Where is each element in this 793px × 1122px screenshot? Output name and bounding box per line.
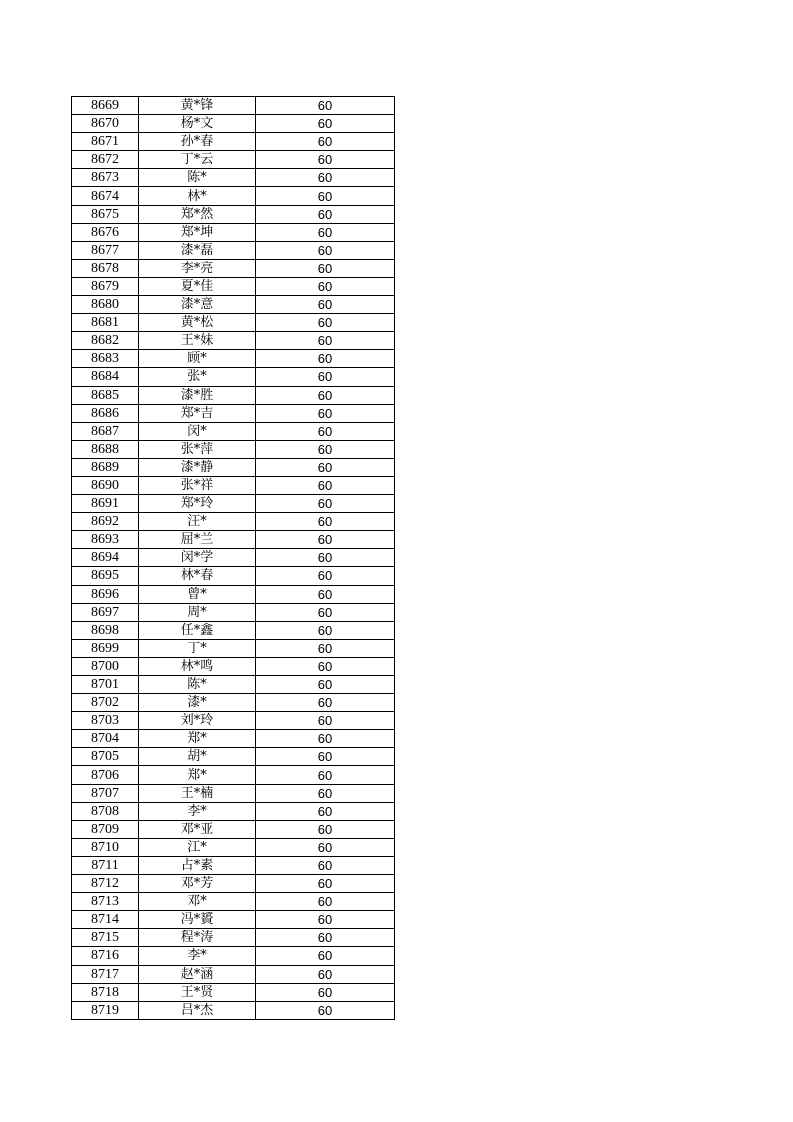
row-number-cell: 8703 [72,712,139,730]
table-row [72,314,395,332]
row-number-cell: 8716 [72,947,139,965]
name-cell: 曾* [139,585,256,603]
name-cell: 林*鸣 [139,657,256,675]
row-number-cell: 8687 [72,422,139,440]
table-row [72,875,395,893]
name-cell: 杨*文 [139,115,256,133]
table-row [72,712,395,730]
table-row [72,947,395,965]
score-cell: 60 [256,911,395,929]
score-cell: 60 [256,169,395,187]
row-number-cell: 8712 [72,875,139,893]
row-number-cell: 8670 [72,115,139,133]
score-cell: 60 [256,856,395,874]
name-cell: 陈* [139,169,256,187]
score-cell: 60 [256,694,395,712]
row-number-cell: 8673 [72,169,139,187]
score-cell: 60 [256,965,395,983]
row-number-cell: 8671 [72,133,139,151]
row-number-cell: 8719 [72,1001,139,1019]
score-cell: 60 [256,97,395,115]
score-table-body [72,97,395,1020]
table-row [72,458,395,476]
score-cell: 60 [256,893,395,911]
table-row [72,296,395,314]
name-cell: 刘*玲 [139,712,256,730]
score-cell: 60 [256,277,395,295]
score-cell: 60 [256,1001,395,1019]
name-cell: 屈*兰 [139,531,256,549]
score-cell: 60 [256,368,395,386]
score-cell: 60 [256,983,395,1001]
table-row [72,277,395,295]
name-cell: 郑*然 [139,205,256,223]
score-cell: 60 [256,549,395,567]
name-cell: 漆* [139,694,256,712]
row-number-cell: 8672 [72,151,139,169]
row-number-cell: 8704 [72,730,139,748]
score-cell: 60 [256,259,395,277]
row-number-cell: 8694 [72,549,139,567]
name-cell: 占*素 [139,856,256,874]
name-cell: 林*春 [139,567,256,585]
table-row [72,422,395,440]
name-cell: 郑* [139,730,256,748]
table-row [72,585,395,603]
row-number-cell: 8709 [72,820,139,838]
table-row [72,223,395,241]
table-row [72,856,395,874]
name-cell: 王*妹 [139,332,256,350]
table-row [72,115,395,133]
table-row [72,820,395,838]
score-cell: 60 [256,314,395,332]
table-row [72,97,395,115]
score-cell: 60 [256,133,395,151]
name-cell: 邓*亚 [139,820,256,838]
name-cell: 张*萍 [139,440,256,458]
name-cell: 黄*锋 [139,97,256,115]
row-number-cell: 8697 [72,603,139,621]
name-cell: 闵* [139,422,256,440]
table-row [72,549,395,567]
name-cell: 丁* [139,639,256,657]
score-cell: 60 [256,567,395,585]
score-cell: 60 [256,639,395,657]
table-row [72,404,395,422]
name-cell: 张* [139,368,256,386]
row-number-cell: 8715 [72,929,139,947]
table-row [72,838,395,856]
name-cell: 顾* [139,350,256,368]
table-row [72,531,395,549]
name-cell: 孙*春 [139,133,256,151]
score-cell: 60 [256,766,395,784]
name-cell: 赵*涵 [139,965,256,983]
row-number-cell: 8683 [72,350,139,368]
name-cell: 郑*玲 [139,495,256,513]
name-cell: 王*贤 [139,983,256,1001]
row-number-cell: 8678 [72,259,139,277]
score-cell: 60 [256,676,395,694]
table-row [72,205,395,223]
name-cell: 漆*静 [139,458,256,476]
table-row [72,748,395,766]
table-row [72,259,395,277]
row-number-cell: 8698 [72,621,139,639]
table-row [72,784,395,802]
row-number-cell: 8696 [72,585,139,603]
table-row [72,368,395,386]
table-row [72,241,395,259]
row-number-cell: 8685 [72,386,139,404]
row-number-cell: 8714 [72,911,139,929]
score-cell: 60 [256,187,395,205]
score-cell: 60 [256,657,395,675]
name-cell: 冯*贇 [139,911,256,929]
row-number-cell: 8676 [72,223,139,241]
row-number-cell: 8680 [72,296,139,314]
table-row [72,1001,395,1019]
table-row [72,766,395,784]
row-number-cell: 8669 [72,97,139,115]
score-cell: 60 [256,404,395,422]
row-number-cell: 8681 [72,314,139,332]
row-number-cell: 8684 [72,368,139,386]
table-row [72,676,395,694]
table-row [72,187,395,205]
row-number-cell: 8686 [72,404,139,422]
name-cell: 周* [139,603,256,621]
table-row [72,603,395,621]
score-cell: 60 [256,712,395,730]
row-number-cell: 8682 [72,332,139,350]
name-cell: 邓* [139,893,256,911]
table-row [72,983,395,1001]
score-cell: 60 [256,458,395,476]
score-cell: 60 [256,350,395,368]
name-cell: 程*涛 [139,929,256,947]
row-number-cell: 8705 [72,748,139,766]
name-cell: 汪* [139,513,256,531]
score-cell: 60 [256,386,395,404]
name-cell: 吕*杰 [139,1001,256,1019]
name-cell: 郑*坤 [139,223,256,241]
row-number-cell: 8699 [72,639,139,657]
name-cell: 漆*胜 [139,386,256,404]
name-cell: 任*鑫 [139,621,256,639]
name-cell: 陈* [139,676,256,694]
table-row [72,965,395,983]
row-number-cell: 8713 [72,893,139,911]
table-row [72,169,395,187]
score-cell: 60 [256,730,395,748]
score-cell: 60 [256,151,395,169]
score-cell: 60 [256,875,395,893]
table-row [72,639,395,657]
score-cell: 60 [256,115,395,133]
score-cell: 60 [256,603,395,621]
row-number-cell: 8677 [72,241,139,259]
score-cell: 60 [256,513,395,531]
table-row [72,730,395,748]
name-cell: 王*楠 [139,784,256,802]
table-row [72,657,395,675]
name-cell: 夏*佳 [139,277,256,295]
score-cell: 60 [256,440,395,458]
row-number-cell: 8675 [72,205,139,223]
table-row [72,621,395,639]
score-cell: 60 [256,223,395,241]
score-table [71,96,395,1020]
row-number-cell: 8711 [72,856,139,874]
name-cell: 李*亮 [139,259,256,277]
row-number-cell: 8693 [72,531,139,549]
score-cell: 60 [256,947,395,965]
name-cell: 黄*松 [139,314,256,332]
table-row [72,386,395,404]
table-row [72,802,395,820]
row-number-cell: 8707 [72,784,139,802]
name-cell: 林* [139,187,256,205]
table-row [72,350,395,368]
name-cell: 李* [139,802,256,820]
row-number-cell: 8692 [72,513,139,531]
table-row [72,513,395,531]
table-row [72,495,395,513]
row-number-cell: 8695 [72,567,139,585]
table-row [72,911,395,929]
row-number-cell: 8679 [72,277,139,295]
row-number-cell: 8690 [72,476,139,494]
score-cell: 60 [256,241,395,259]
name-cell: 张*祥 [139,476,256,494]
score-cell: 60 [256,205,395,223]
score-cell: 60 [256,929,395,947]
name-cell: 漆*意 [139,296,256,314]
row-number-cell: 8708 [72,802,139,820]
row-number-cell: 8688 [72,440,139,458]
table-row [72,694,395,712]
row-number-cell: 8718 [72,983,139,1001]
name-cell: 闵*学 [139,549,256,567]
score-cell: 60 [256,820,395,838]
score-cell: 60 [256,621,395,639]
row-number-cell: 8674 [72,187,139,205]
table-row [72,440,395,458]
row-number-cell: 8702 [72,694,139,712]
score-cell: 60 [256,495,395,513]
table-row [72,476,395,494]
name-cell: 李* [139,947,256,965]
table-row [72,133,395,151]
table-row [72,332,395,350]
score-cell: 60 [256,296,395,314]
score-cell: 60 [256,476,395,494]
score-cell: 60 [256,332,395,350]
score-cell: 60 [256,784,395,802]
name-cell: 胡* [139,748,256,766]
row-number-cell: 8717 [72,965,139,983]
score-cell: 60 [256,585,395,603]
name-cell: 郑* [139,766,256,784]
name-cell: 丁*云 [139,151,256,169]
row-number-cell: 8710 [72,838,139,856]
name-cell: 漆*磊 [139,241,256,259]
row-number-cell: 8700 [72,657,139,675]
table-row [72,929,395,947]
name-cell: 郑*吉 [139,404,256,422]
score-cell: 60 [256,838,395,856]
table-row [72,151,395,169]
row-number-cell: 8691 [72,495,139,513]
score-cell: 60 [256,422,395,440]
row-number-cell: 8701 [72,676,139,694]
name-cell: 邓*芳 [139,875,256,893]
table-row [72,567,395,585]
table-row [72,893,395,911]
score-cell: 60 [256,748,395,766]
name-cell: 江* [139,838,256,856]
score-cell: 60 [256,531,395,549]
row-number-cell: 8689 [72,458,139,476]
row-number-cell: 8706 [72,766,139,784]
score-cell: 60 [256,802,395,820]
